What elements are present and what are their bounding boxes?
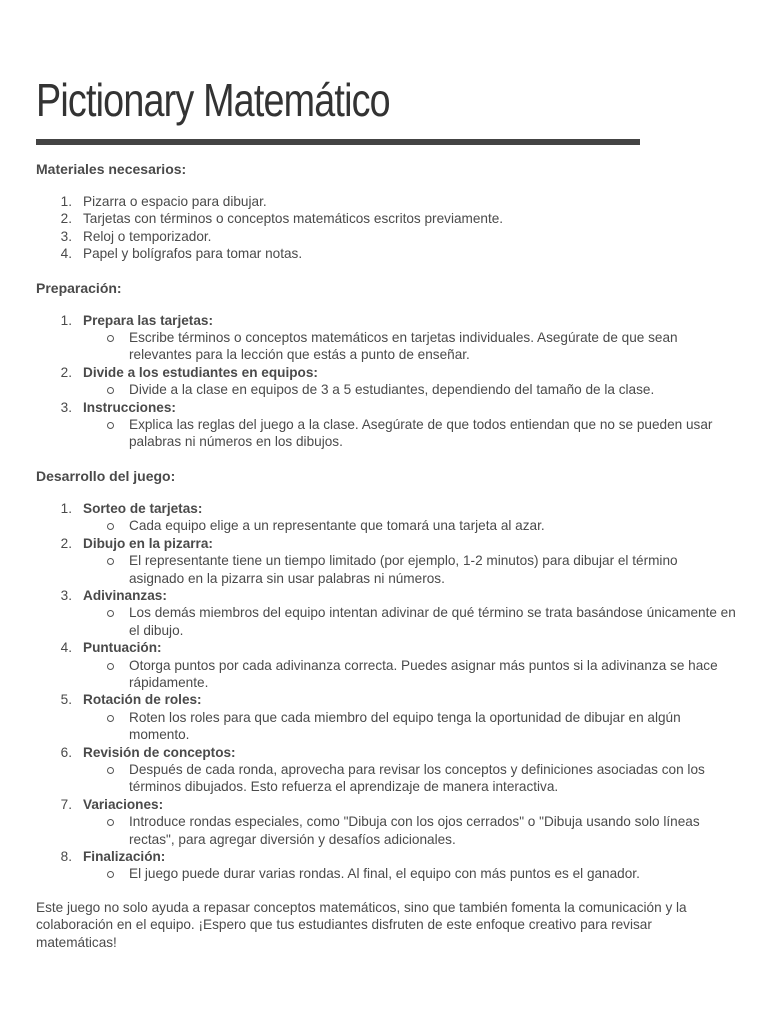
list-item: 3 . Instrucciones: Explica las reglas del juego a la clase. Asegúrate de que todos entiendan que no se pueden usar palabras ni números en los dibujos. [36,399,736,451]
sub-item: Divide a la clase en equipos de 3 a 5 estudiantes, dependiendo del tamaño de la clase. [83,381,736,398]
sub-item: Introduce rondas especiales, como "Dibuja con los ojos cerrados" o "Dibuja usando solo líneas rectas", para agregar diversión y desafíos adicionales. [83,813,736,848]
sub-item: Después de cada ronda, aprovecha para revisar los conceptos y definiciones asociadas con los términos dibujados. Esto refuerza el aprendizaje de manera interactiva. [83,761,736,796]
step-title: Instrucciones: [83,399,176,415]
sub-item: Los demás miembros del equipo intentan adivinar de qué término se trata basándose únicamente en el dibujo. [83,604,736,639]
sub-item: Escribe términos o conceptos matemáticos en tarjetas individuales. Asegúrate de que sean relevantes para la lección que estás a punto de enseñar. [83,329,736,364]
circle-bullet-icon [107,767,114,774]
step-title: Puntuación: [83,640,162,656]
circle-bullet-icon [107,819,114,826]
document [36,70,736,951]
circle-bullet-icon [107,422,114,429]
circle-bullet-icon [107,387,114,394]
list-item: 2 . Tarjetas con términos o conceptos matemáticos escritos previamente. [36,210,736,227]
gameplay-list [36,500,736,883]
gameplay-heading: Desarrollo del juego: [36,467,176,484]
list-item: 8 . Finalización: El juego puede durar varias rondas. Al final, el equipo con más puntos es el ganador. [36,848,736,883]
list-item: 1 . Prepara las tarjetas: Escribe términos o conceptos matemáticos en tarjetas individuales. Asegúrate de que sean relevantes para la lección que estás a punto de enseñar. [36,312,736,364]
circle-bullet-icon [107,335,114,342]
sub-item: El juego puede durar varias rondas. Al final, el equipo con más puntos es el ganador. [83,865,736,882]
materials-heading: Materiales necesarios: [36,161,187,177]
step-title: Revisión de conceptos: [83,744,236,760]
step-title: Sorteo de tarjetas: [83,500,203,516]
list-item: 5 . Rotación de roles: Roten los roles para que cada miembro del equipo tenga la oportunidad de dibujar en algún momento. [36,691,736,743]
list-item: 2 . Dibujo en la pizarra: El representante tiene un tiempo limitado (por ejemplo, 1-2 minutos) para dibujar el término asignado en la pizarra sin usar palabras ni números. [36,535,736,587]
circle-bullet-icon [107,663,114,670]
circle-bullet-icon [107,871,114,878]
list-item: 4 . Papel y bolígrafos para tomar notas. [36,245,736,262]
list-item: 1 . Pizarra o espacio para dibujar. [36,193,736,210]
step-title: Divide a los estudiantes en equipos: [83,364,318,380]
sub-item: Explica las reglas del juego a la clase. Asegúrate de que todos entiendan que no se pueden usar palabras ni números en los dibujos. [83,416,736,451]
sub-item: El representante tiene un tiempo limitado (por ejemplo, 1-2 minutos) para dibujar el término asignado en la pizarra sin usar palabras ni números. [83,552,736,587]
list-item: 1 . Sorteo de tarjetas: Cada equipo elige a un representante que tomará una tarjeta al azar. [36,500,736,535]
circle-bullet-icon [107,558,114,565]
list-item: 3 . Adivinanzas: Los demás miembros del equipo intentan adivinar de qué término se trata basándose únicamente en el dibujo. [36,587,736,639]
list-item: 7 . Variaciones: Introduce rondas especiales, como "Dibuja con los ojos cerrados" o "Dibuja usando solo líneas rectas", para agregar diversión y desafíos adicionales. [36,796,736,848]
page-title: Pictionary Matemático [36,74,390,126]
circle-bullet-icon [107,610,114,617]
step-title: Finalización: [83,849,166,864]
step-title: Adivinanzas: [83,587,167,603]
list-item: 3 . Reloj o temporizador. [36,228,736,245]
title-divider [36,139,640,145]
step-title: Dibujo en la pizarra: [83,535,213,551]
sub-item: Otorga puntos por cada adivinanza correcta. Puedes asignar más puntos si la adivinanza se hace rápidamente. [83,657,736,692]
list-item: 2 . Divide a los estudiantes en equipos: Divide a la clase en equipos de 3 a 5 estudiantes, dependiendo del tamaño de la clase. [36,364,736,399]
step-title: Rotación de roles: [83,692,202,708]
preparation-heading: Preparación: [36,279,122,296]
step-title: Prepara las tarjetas: [83,312,213,328]
list-item: 6 . Revisión de conceptos: Después de cada ronda, aprovecha para revisar los conceptos y definiciones asociadas con los términos dibujados. Esto refuerza el aprendizaje de manera interactiva. [36,744,736,796]
sub-item: Roten los roles para que cada miembro del equipo tenga la oportunidad de dibujar en algún momento. [83,709,736,744]
step-title: Variaciones: [83,796,164,812]
circle-bullet-icon [107,523,114,530]
list-item: 4 . Puntuación: Otorga puntos por cada adivinanza correcta. Puedes asignar más puntos si la adivinanza se hace rápidamente. [36,639,736,691]
closing-paragraph: Este juego no solo ayuda a repasar conceptos matemáticos, sino que también fomenta la comunicación y la colaboración en el equipo. ¡Espero que tus estudiantes disfruten de este enfoque creativo para revisar matemáticas! [36,899,687,950]
preparation-list [36,312,736,451]
materials-list [36,193,736,263]
circle-bullet-icon [107,715,114,722]
sub-item: Cada equipo elige a un representante que tomará una tarjeta al azar. [83,517,736,534]
